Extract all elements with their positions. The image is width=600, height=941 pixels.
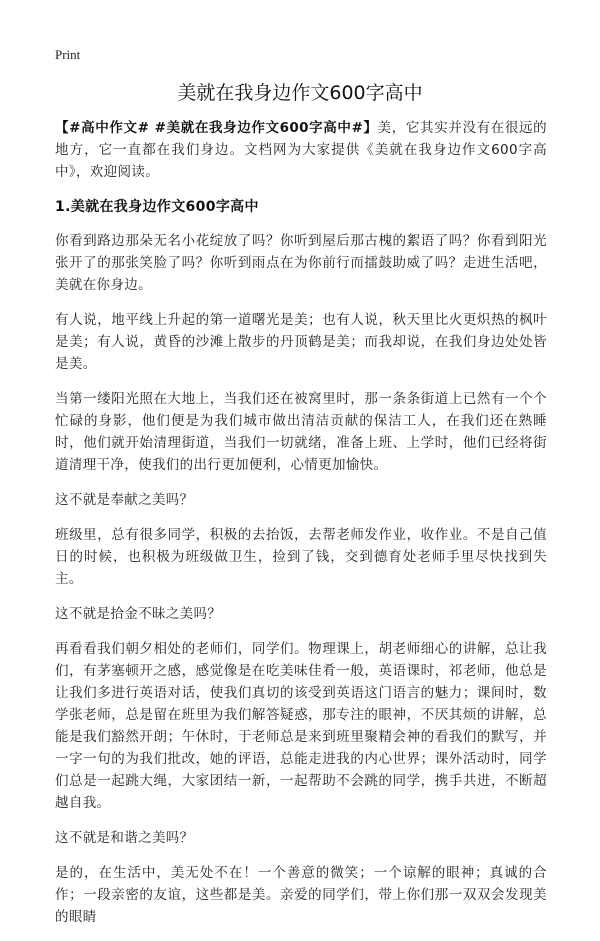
print-link[interactable]: Print <box>55 47 81 62</box>
body-paragraph: 是的，在生活中，美无处不在！一个善意的微笑；一个谅解的眼神；真诚的合作；一段亲密的友谊，这些都是美。亲爱的同学们，带上你们那一双双会发现美的眼睛 <box>55 865 547 925</box>
body-paragraph: 这不就是拾金不昧之美吗？ <box>55 606 222 622</box>
document-title: 美就在我身边作文600字高中 <box>177 82 423 104</box>
body-paragraph: 有人说，地平线上升起的第一道曙光是美；也有人说，秋天里比火更炽热的枫叶是美；有人说，黄昏的沙滩上散步的丹顶鹤是美；而我却说，在我们身边处处皆是美。 <box>55 312 547 372</box>
body-paragraph: 再看看我们朝夕相处的老师们，同学们。物理课上，胡老师细心的讲解，总让我们，有茅塞顿开之感，感觉像是在吃美味佳肴一般，英语课时，祁老师，他总是让我们多进行英语对话，使我们真切的该受到英语这门语言的魅力；课间时，数学张老师，总是留在班里为我们解答疑惑，那专注的眼神，不厌其烦的讲解，总能是我们豁然开朗；午休时，于老师总是来到班里聚精会神的看我们的默写，并一字一句的为我们批改，她的评语，总能走进我的内心世界；课外活动时，同学们总是一起跳大绳，大家团结一新，一起帮助不会跳的同学，携手共进，不断超越自我。 <box>55 641 547 811</box>
intro-tag: 【#高中作文# #美就在我身边作文600字高中#】 <box>55 120 378 136</box>
section-heading: 1.美就在我身边作文600字高中 <box>55 199 259 215</box>
body-paragraph: 你看到路边那朵无名小花绽放了吗？你听到屋后那古槐的絮语了吗？你看到阳光张开了的那张笑脸了吗？你听到雨点在为你前行而擂鼓助威了吗？走进生活吧，美就在你身边。 <box>55 233 547 293</box>
body-paragraph: 这不就是和谐之美吗？ <box>55 830 194 846</box>
intro-paragraph <box>55 117 547 183</box>
body-paragraph: 这不就是奉献之美吗？ <box>55 492 194 508</box>
body-paragraph: 班级里，总有很多同学，积极的去抬饭，去帮老师发作业，收作业。不是自己值日的时候，也积极为班级做卫生，捡到了钱，交到德育处老师手里尽快找到失主。 <box>55 527 547 587</box>
document-body <box>55 117 547 941</box>
body-paragraph: 当第一缕阳光照在大地上，当我们还在被窝里时，那一条条街道上已然有一个个忙碌的身影，他们便是为我们城市做出清洁贡献的保洁工人，在我们还在熟睡时，他们就开始清理街道，当我们一切就绪，准备上班、上学时，他们已经将街道清理干净，使我们的出行更加便利，心情更加愉快。 <box>55 391 547 473</box>
intro-text: 美，它其实并没有在很远的地方，它一直都在我们身边。文档网为大家提供《美就在我身边作文600字高中》，欢迎阅读。 <box>55 120 547 180</box>
